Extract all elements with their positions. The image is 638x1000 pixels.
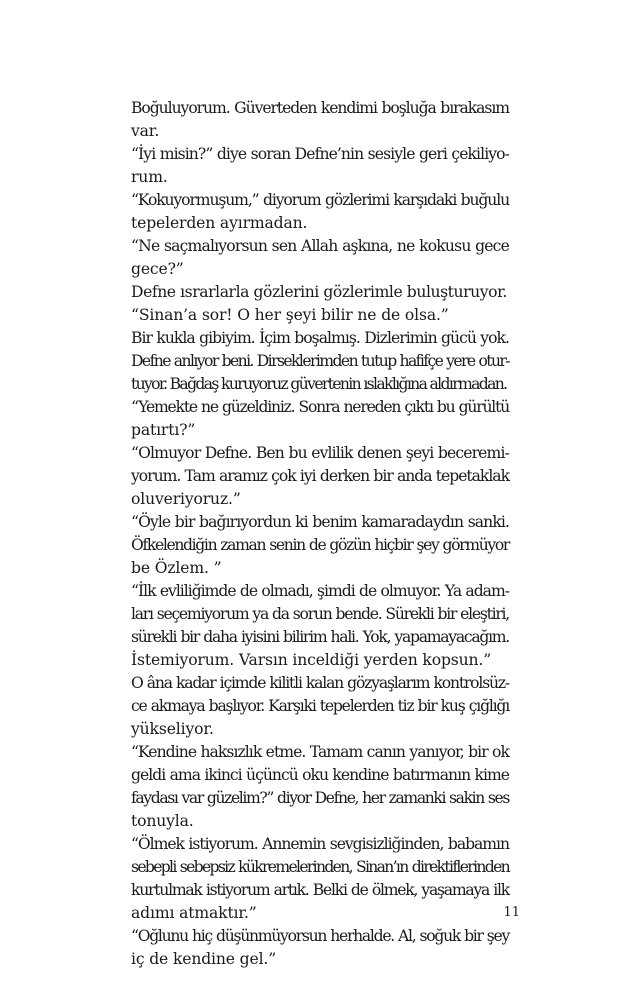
text-line: Bir kukla gibiyim. İçim boşalmış. Dizlerimin gücü yok.: [131, 329, 509, 347]
text-line: İstemiyorum. Varsın inceldiği yerden kopsun.”: [131, 651, 492, 669]
text-line: “Oğlunu hiç düşünmüyorsun herhalde. Al, soğuk bir şey: [131, 927, 509, 945]
text-line: Boğuluyorum. Güverteden kendimi boşluğa bırakasım: [131, 99, 509, 117]
page-number: 11: [503, 905, 520, 920]
text-line: “Öyle bir bağırıyordun ki benim kamaradaydın sanki.: [131, 513, 509, 531]
paragraph: [131, 833, 509, 925]
paragraph: [131, 281, 509, 304]
text-line: “Olmuyor Defne. Ben bu evlilik denen şeyi beceremi-: [131, 444, 509, 462]
text-line: O âna kadar içimde kilitli kalan gözyaşlarım kontrolsüz-: [131, 674, 509, 692]
text-line: “Ne saçmalıyorsun sen Allah aşkına, ne kokusu gece: [131, 237, 509, 255]
text-line: “Kokuyormuşum,” diyorum gözlerimi karşıdaki buğulu: [131, 191, 509, 209]
paragraph: [131, 327, 509, 396]
paragraph: [131, 143, 509, 189]
paragraph: [131, 235, 509, 281]
text-line: oluveriyoruz.”: [131, 490, 241, 508]
paragraph: [131, 741, 509, 833]
text-line: “Yemekte ne güzeldiniz. Sonra nereden çıktı bu gürültü: [131, 398, 509, 416]
paragraph: [131, 511, 509, 580]
paragraph: [131, 442, 509, 511]
paragraph: [131, 304, 509, 327]
text-line: Defne anlıyor beni. Dirseklerimden tutup hafifçe yere otur-: [131, 352, 509, 370]
text-line: yorum. Tam aramız çok iyi derken bir anda tepetaklak: [131, 467, 509, 485]
text-line: ları seçemiyorum ya da sorun bende. Sürekli bir eleştiri,: [131, 605, 509, 623]
paragraph: [131, 925, 509, 971]
text-line: var.: [131, 122, 160, 140]
text-line: sebepli sebepsiz kükremelerinden, Sinan’ın direktiflerinden: [131, 858, 509, 876]
paragraph: [131, 396, 509, 442]
text-line: ce akmaya başlıyor. Karşıki tepelerden tiz bir kuş çığlığı: [131, 697, 509, 715]
text-line: “Ölmek istiyorum. Annemin sevgisizliğinden, babamın: [131, 835, 509, 853]
text-line: Öfkelendiğin zaman senin de gözün hiçbir şey görmüyor: [131, 536, 509, 554]
text-line: yükseliyor.: [131, 720, 214, 738]
text-line: gece?”: [131, 260, 184, 278]
text-line: “Sinan’a sor! O her şeyi bilir ne de olsa.”: [131, 306, 449, 324]
text-line: “İlk evliliğimde de olmadı, şimdi de olmuyor. Ya adam-: [131, 582, 509, 600]
text-line: iç de kendine gel.”: [131, 950, 277, 968]
paragraph: [131, 672, 509, 741]
text-line: be Özlem. ”: [131, 559, 222, 577]
text-line: “Kendine haksızlık etme. Tamam canın yanıyor, bir ok: [131, 743, 509, 761]
text-line: patırtı?”: [131, 421, 196, 439]
paragraph: [131, 97, 509, 143]
text-line: “İyi misin?” diye soran Defne’nin sesiyle geri çekiliyo-: [131, 145, 509, 163]
paragraph: [131, 189, 509, 235]
paragraph: [131, 580, 509, 672]
text-line: kurtulmak istiyorum artık. Belki de ölmek, yaşamaya ilk: [131, 881, 509, 899]
text-line: Defne ısrarlarla gözlerini gözlerimle buluşturuyor.: [131, 283, 507, 301]
text-line: tepelerden ayırmadan.: [131, 214, 308, 232]
text-line: faydası var güzelim?” diyor Defne, her zamanki sakin ses: [131, 789, 509, 807]
body-text: [131, 97, 509, 971]
text-line: sürekli bir daha iyisini bilirim hali. Yok, yapamayacağım.: [131, 628, 509, 646]
text-line: tonuyla.: [131, 812, 194, 830]
text-line: tuyor. Bağdaş kuruyoruz güvertenin ıslaklığına aldırmadan.: [131, 375, 507, 393]
text-line: geldi ama ikinci üçüncü oku kendine batırmanın kime: [131, 766, 509, 784]
text-line: adımı atmaktır.”: [131, 904, 257, 922]
text-line: rum.: [131, 168, 168, 186]
